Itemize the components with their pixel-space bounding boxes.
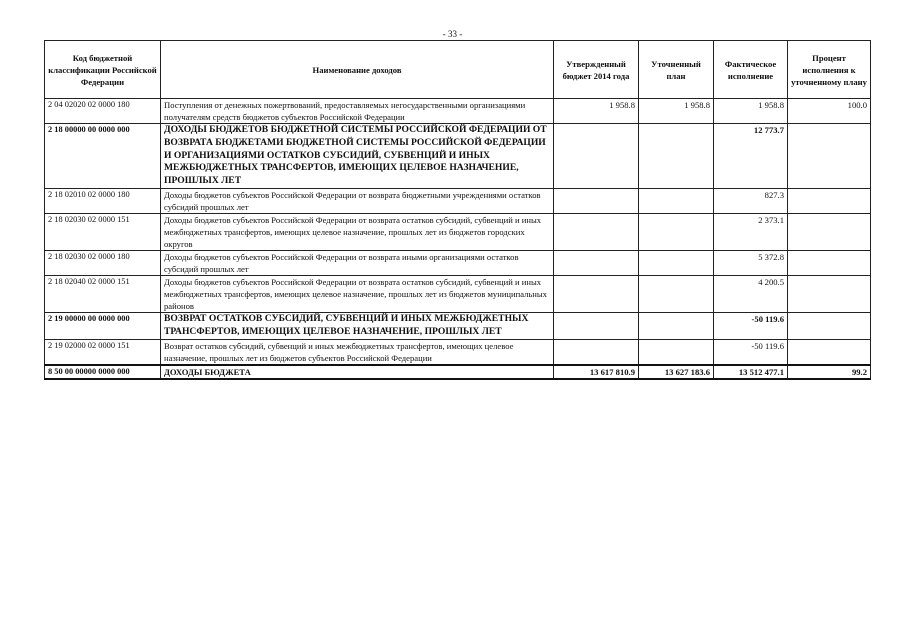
cell-refined: [639, 124, 714, 189]
cell-refined: [639, 213, 714, 250]
cell-code: 2 19 00000 00 0000 000: [45, 312, 161, 339]
total-approved: 13 617 810.9: [554, 365, 639, 379]
cell-name: Поступления от денежных пожертвований, предоставляемых негосударственными организациями получателям средств бюджетов субъектов Российской Федерации: [161, 99, 554, 124]
header-actual: Фактическое исполнение: [714, 41, 788, 99]
header-name: Наименование доходов: [161, 41, 554, 99]
cell-actual: -50 119.6: [714, 339, 788, 365]
cell-percent: [788, 188, 871, 213]
cell-code: 2 18 02040 02 0000 151: [45, 275, 161, 312]
total-code: 8 50 00 00000 0000 000: [45, 365, 161, 379]
cell-refined: 1 958.8: [639, 99, 714, 124]
page-number: - 33 -: [442, 29, 463, 39]
cell-name: Доходы бюджетов субъектов Российской Федерации от возврата бюджетными учреждениями остатков субсидий прошлых лет: [161, 188, 554, 213]
cell-refined: [639, 339, 714, 365]
cell-actual: -50 119.6: [714, 312, 788, 339]
total-row: [45, 365, 871, 379]
cell-code: 2 18 02030 02 0000 151: [45, 213, 161, 250]
cell-name: ДОХОДЫ БЮДЖЕТОВ БЮДЖЕТНОЙ СИСТЕМЫ РОССИЙСКОЙ ФЕДЕРАЦИИ ОТ ВОЗВРАТА БЮДЖЕТАМИ БЮДЖЕТНОЙ СИСТЕМЫ РОССИЙСКОЙ ФЕДЕРАЦИИ И ОРГАНИЗАЦИЯМИ ОСТАТКОВ СУБСИДИЙ, СУБВЕНЦИЙ И ИНЫХ МЕЖБЮДЖЕТНЫХ ТРАНСФЕРТОВ, ИМЕЮЩИХ ЦЕЛЕВОЕ НАЗНАЧЕНИЕ, ПРОШЛЫХ ЛЕТ: [161, 124, 554, 189]
cell-code: 2 04 02020 02 0000 180: [45, 99, 161, 124]
cell-actual: 12 773.7: [714, 124, 788, 189]
table-row: [45, 99, 871, 124]
table-body: [45, 99, 871, 365]
cell-approved: [554, 339, 639, 365]
cell-name: Доходы бюджетов субъектов Российской Федерации от возврата остатков субсидий, субвенций и иных межбюджетных трансфертов, имеющих целевое назначение, прошлых лет из бюджетов муниципальных районов: [161, 275, 554, 312]
cell-actual: 2 373.1: [714, 213, 788, 250]
total-actual: 13 512 477.1: [714, 365, 788, 379]
cell-approved: [554, 188, 639, 213]
cell-name: Возврат остатков субсидий, субвенций и иных межбюджетных трансфертов, имеющих целевое назначение, прошлых лет из бюджетов субъектов Российской Федерации: [161, 339, 554, 365]
cell-percent: 100.0: [788, 99, 871, 124]
total-refined: 13 627 183.6: [639, 365, 714, 379]
table-row: [45, 124, 871, 189]
table-row: [45, 275, 871, 312]
cell-approved: 1 958.8: [554, 99, 639, 124]
cell-approved: [554, 124, 639, 189]
budget-table: [44, 40, 871, 380]
cell-actual: 827.3: [714, 188, 788, 213]
table-row: [45, 312, 871, 339]
cell-name: Доходы бюджетов субъектов Российской Федерации от возврата иными организациями остатков субсидий прошлых лет: [161, 250, 554, 275]
table-row: [45, 213, 871, 250]
cell-approved: [554, 275, 639, 312]
header-percent: Процент исполнения к уточненному плану: [788, 41, 871, 99]
cell-code: 2 19 02000 02 0000 151: [45, 339, 161, 365]
cell-refined: [639, 312, 714, 339]
total-percent: 99.2: [788, 365, 871, 379]
cell-actual: 4 200.5: [714, 275, 788, 312]
cell-refined: [639, 250, 714, 275]
cell-percent: [788, 339, 871, 365]
cell-code: 2 18 00000 00 0000 000: [45, 124, 161, 189]
table-row: [45, 339, 871, 365]
cell-approved: [554, 213, 639, 250]
header-refined: Уточненный план: [639, 41, 714, 99]
cell-refined: [639, 275, 714, 312]
cell-actual: 5 372.8: [714, 250, 788, 275]
cell-code: 2 18 02030 02 0000 180: [45, 250, 161, 275]
header-code: Код бюджетной классификации Российской Федерации: [45, 41, 161, 99]
cell-approved: [554, 250, 639, 275]
cell-percent: [788, 275, 871, 312]
cell-code: 2 18 02010 02 0000 180: [45, 188, 161, 213]
header-row: [45, 41, 871, 99]
cell-percent: [788, 213, 871, 250]
table-row: [45, 188, 871, 213]
cell-approved: [554, 312, 639, 339]
cell-percent: [788, 250, 871, 275]
total-name: ДОХОДЫ БЮДЖЕТА: [161, 365, 554, 379]
cell-refined: [639, 188, 714, 213]
header-approved: Утвержденный бюджет 2014 года: [554, 41, 639, 99]
cell-percent: [788, 124, 871, 189]
table-row: [45, 250, 871, 275]
cell-name: ВОЗВРАТ ОСТАТКОВ СУБСИДИЙ, СУБВЕНЦИЙ И ИНЫХ МЕЖБЮДЖЕТНЫХ ТРАНСФЕРТОВ, ИМЕЮЩИХ ЦЕЛЕВОЕ НАЗНАЧЕНИЕ, ПРОШЛЫХ ЛЕТ: [161, 312, 554, 339]
cell-name: Доходы бюджетов субъектов Российской Федерации от возврата остатков субсидий, субвенций и иных межбюджетных трансфертов, имеющих целевое назначение, прошлых лет из бюджетов городских округов: [161, 213, 554, 250]
cell-percent: [788, 312, 871, 339]
cell-actual: 1 958.8: [714, 99, 788, 124]
